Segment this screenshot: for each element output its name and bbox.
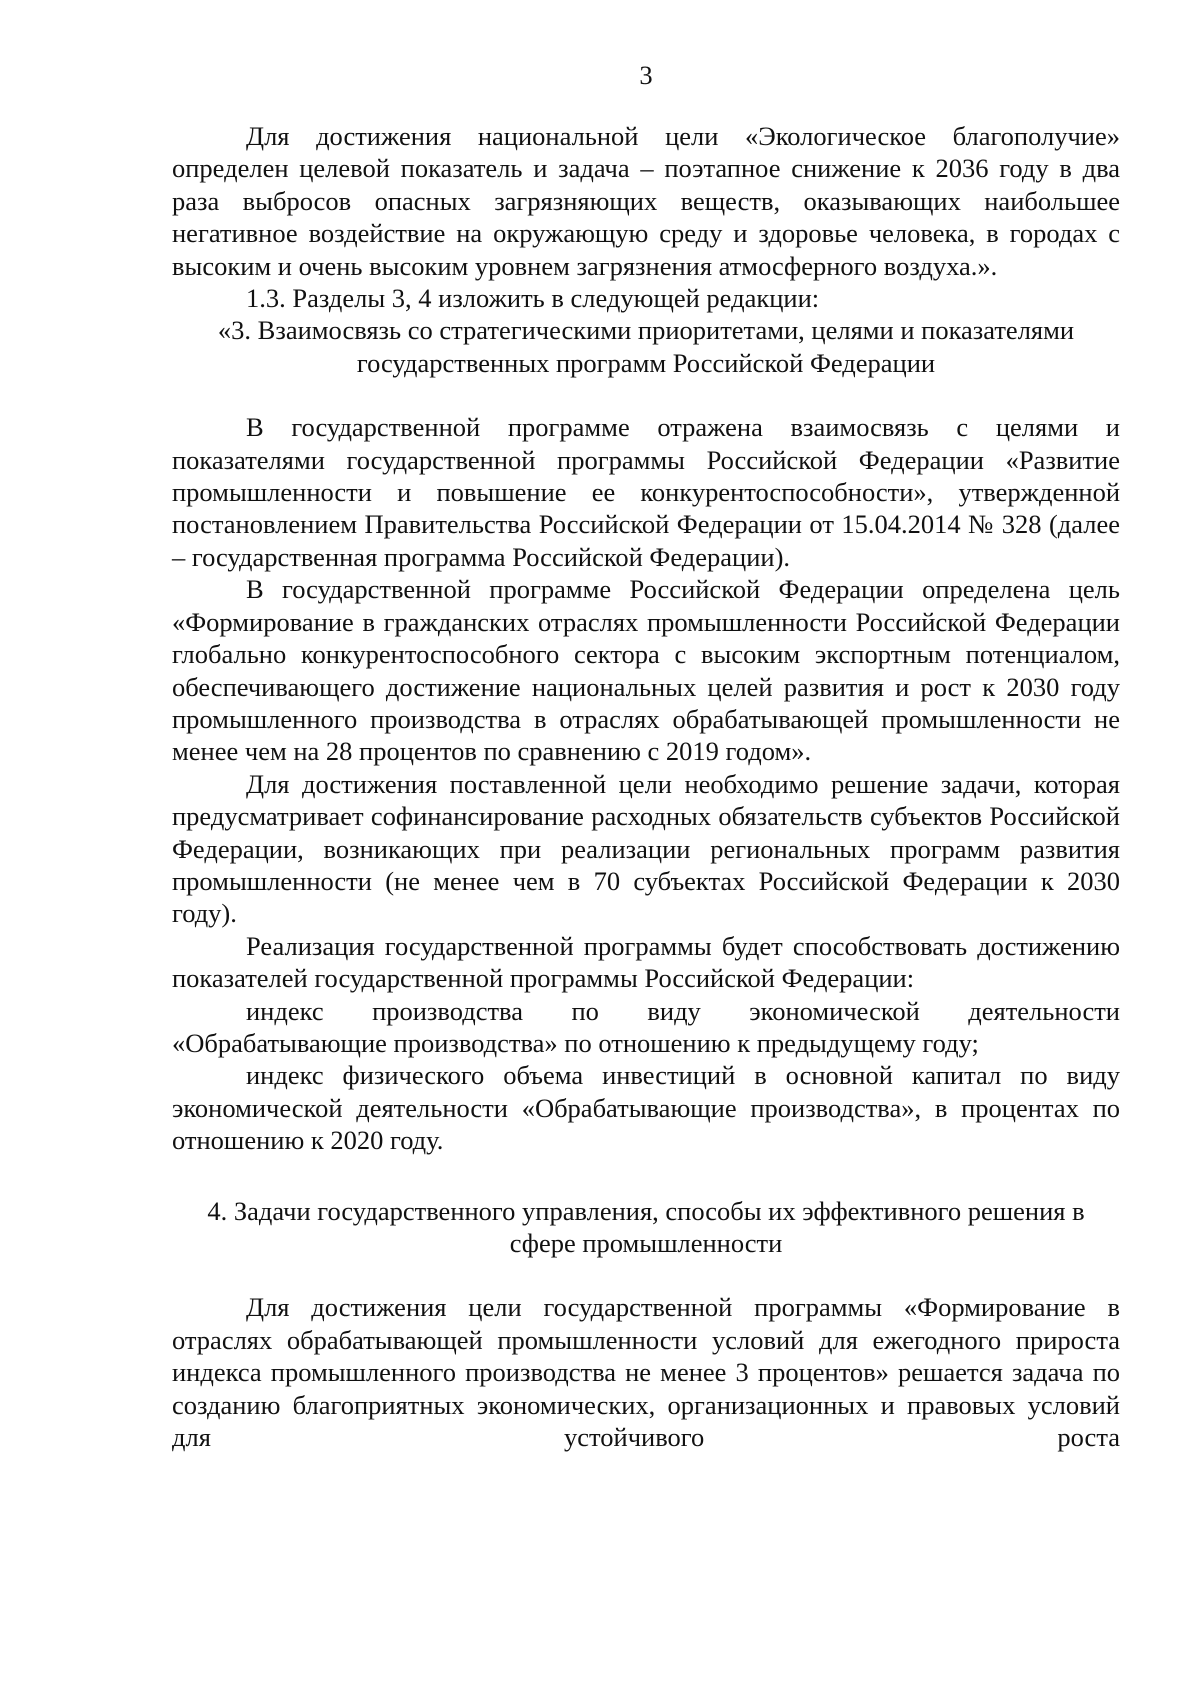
document-page [172, 60, 1120, 1453]
paragraph-program-linkage: В государственной программе отражена взаимосвязь с целями и показателями государственной программы Российской Федерации «Развитие промышленности и повышение ее конкурентоспособности», утвержденной постановлением Правительства Российской Федерации от 15.04.2014 № 328 (далее – государственная программа Российской Федерации). [172, 412, 1120, 572]
section-4-heading: 4. Задачи государственного управления, способы их эффективного решения в сфере промышленности [207, 1195, 1085, 1258]
paragraph-cofinancing-task: Для достижения поставленной цели необходимо решение задачи, которая предусматривает софинансирование расходных обязательств субъектов Российской Федерации, возникающих при реализации региональных программ развития промышленности (не менее чем в 70 субъектах Российской Федерации к 2030 году). [172, 768, 1120, 929]
spacer [172, 1157, 1120, 1195]
paragraph-federal-goal: В государственной программе Российской Федерации определена цель «Формирование в гражданских отраслях промышленности Российской Федерации глобально конкурентоспособного сектора с высоким экспортным потенциалом, обеспечивающего достижение национальных целей развития и рост к 2030 году промышленного производства в отраслях обрабатывающей промышленности не менее чем на 28 процентов по сравнению с 2019 годом». [172, 574, 1120, 767]
page-number: 3 [639, 60, 653, 90]
paragraph-indicator-production-index: индекс производства по виду экономической деятельности «Обрабатывающие производства» по отношению к предыдущему году; [172, 995, 1120, 1058]
paragraph-ecological-goal: Для достижения национальной цели «Экологическое благополучие» определен целевой показатель и задача – поэтапное снижение к 2036 году в два раза выбросов опасных загрязняющих веществ, оказывающих наибольшее негативное воздействие на окружающую среду и здоровье человека, в городах с высоким и очень высоким уровнем загрязнения атмосферного воздуха.». [172, 121, 1120, 281]
section-3-heading: «3. Взаимосвязь со стратегическими приоритетами, целями и показателями государственных программ Российской Федерации [217, 315, 1075, 378]
paragraph-amendment-1-3: 1.3. Разделы 3, 4 изложить в следующей редакции: [246, 283, 820, 314]
paragraph-indicators-intro: Реализация государственной программы будет способствовать достижению показателей государственной программы Российской Федерации: [172, 930, 1120, 994]
paragraph-indicator-investment-index: индекс физического объема инвестиций в основной капитал по виду экономической деятельности «Обрабатывающие производства», в процентах по отношению к 2020 году. [172, 1060, 1120, 1156]
spacer [172, 1259, 1120, 1291]
spacer [172, 379, 1120, 411]
paragraph-program-goal-task: Для достижения цели государственной программы «Формирование в отраслях обрабатывающей промышленности условий для ежегодного прироста индекса промышленного производства не менее 3 процентов» решается задача по созданию благоприятных экономических, организационных и правовых условий для устойчивого роста [172, 1292, 1120, 1453]
